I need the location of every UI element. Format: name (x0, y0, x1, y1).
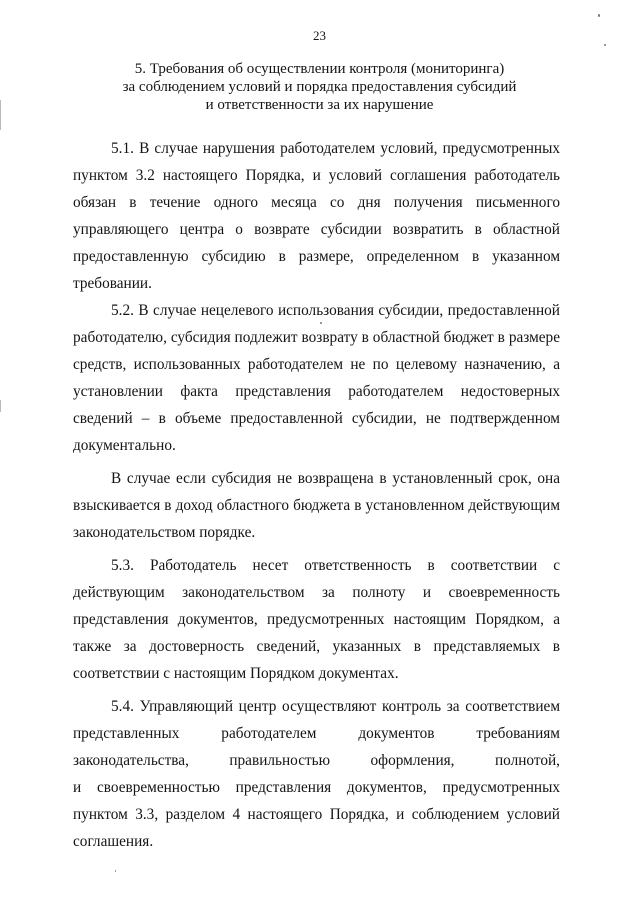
paragraph-5-2-continuation (73, 465, 560, 546)
text-line: управляющего центра о возврате субсидии возвратить в областной (73, 221, 560, 238)
scan-speck (604, 44, 606, 46)
scan-speck (115, 870, 116, 872)
paragraph-5-1 (73, 135, 560, 297)
text-line: действующим законодательством за полноту и своевременность (73, 584, 560, 601)
text-line: 5.4. Управляющий центр осуществляют контроль за соответствием (111, 698, 560, 715)
paragraph-5-3 (73, 552, 560, 687)
text-line: соглашения. (73, 833, 154, 850)
document-body (73, 135, 560, 855)
text-line: работодателю, субсидия подлежит возврату в областной бюджет в размере (73, 329, 560, 346)
text-line: соответствии с настоящим Порядком документах. (73, 665, 399, 682)
text-line: законодательством порядке. (73, 524, 256, 541)
scan-speck (320, 322, 322, 324)
text-line: предоставленную субсидию в размере, определенном в указанном (73, 248, 560, 265)
scan-edge-mark (0, 400, 1, 412)
text-line: 5.2. В случае нецелевого использования субсидии, предоставленной (111, 302, 560, 319)
text-line: В случае если субсидия не возвращена в установленный срок, она (111, 470, 560, 487)
section-heading (60, 60, 579, 114)
text-line: документально. (73, 437, 176, 454)
paragraph-5-2 (73, 297, 560, 459)
scan-speck (598, 14, 600, 17)
text-line: сведений – в объеме предоставленной субсидии, не подтвержденном (73, 410, 560, 427)
heading-line: и ответственности за их нарушение (205, 97, 434, 113)
text-line: 5.1. В случае нарушения работодателем условий, предусмотренных (111, 140, 560, 157)
text-line: средств, использованных работодателем не по целевому назначению, а (73, 356, 560, 373)
heading-line: 5. Требования об осуществлении контроля (мониторинга) (134, 61, 505, 77)
scan-edge-mark (0, 100, 1, 130)
text-line: пунктом 3.2 настоящего Порядка, и условий соглашения работодатель (73, 167, 560, 184)
text-line: представленных работодателем документов требованиям (73, 725, 560, 742)
text-line: представления документов, предусмотренных настоящим Порядком, а (73, 611, 560, 628)
text-line: 5.3. Работодатель несет ответственность в соответствии с (111, 557, 560, 574)
heading-line: за соблюдением условий и порядка предоставления субсидий (122, 79, 517, 95)
text-line: требовании. (73, 275, 152, 292)
paragraph-5-4 (73, 693, 560, 855)
page-number: 23 (313, 28, 326, 43)
text-line: также за достоверность сведений, указанных в представляемых в (73, 638, 560, 655)
text-line: и своевременностью представления документов, предусмотренных (73, 779, 560, 796)
text-line: взыскивается в доход областного бюджета в установленном действующим (73, 497, 560, 514)
text-line: установлении факта представления работодателем недостоверных (73, 383, 560, 400)
text-line: законодательства, правильностью оформления, полнотой, (73, 752, 560, 769)
text-line: пунктом 3.3, разделом 4 настоящего Порядка, и соблюдением условий (73, 806, 560, 823)
text-line: обязан в течение одного месяца со дня получения письменного (73, 194, 560, 211)
